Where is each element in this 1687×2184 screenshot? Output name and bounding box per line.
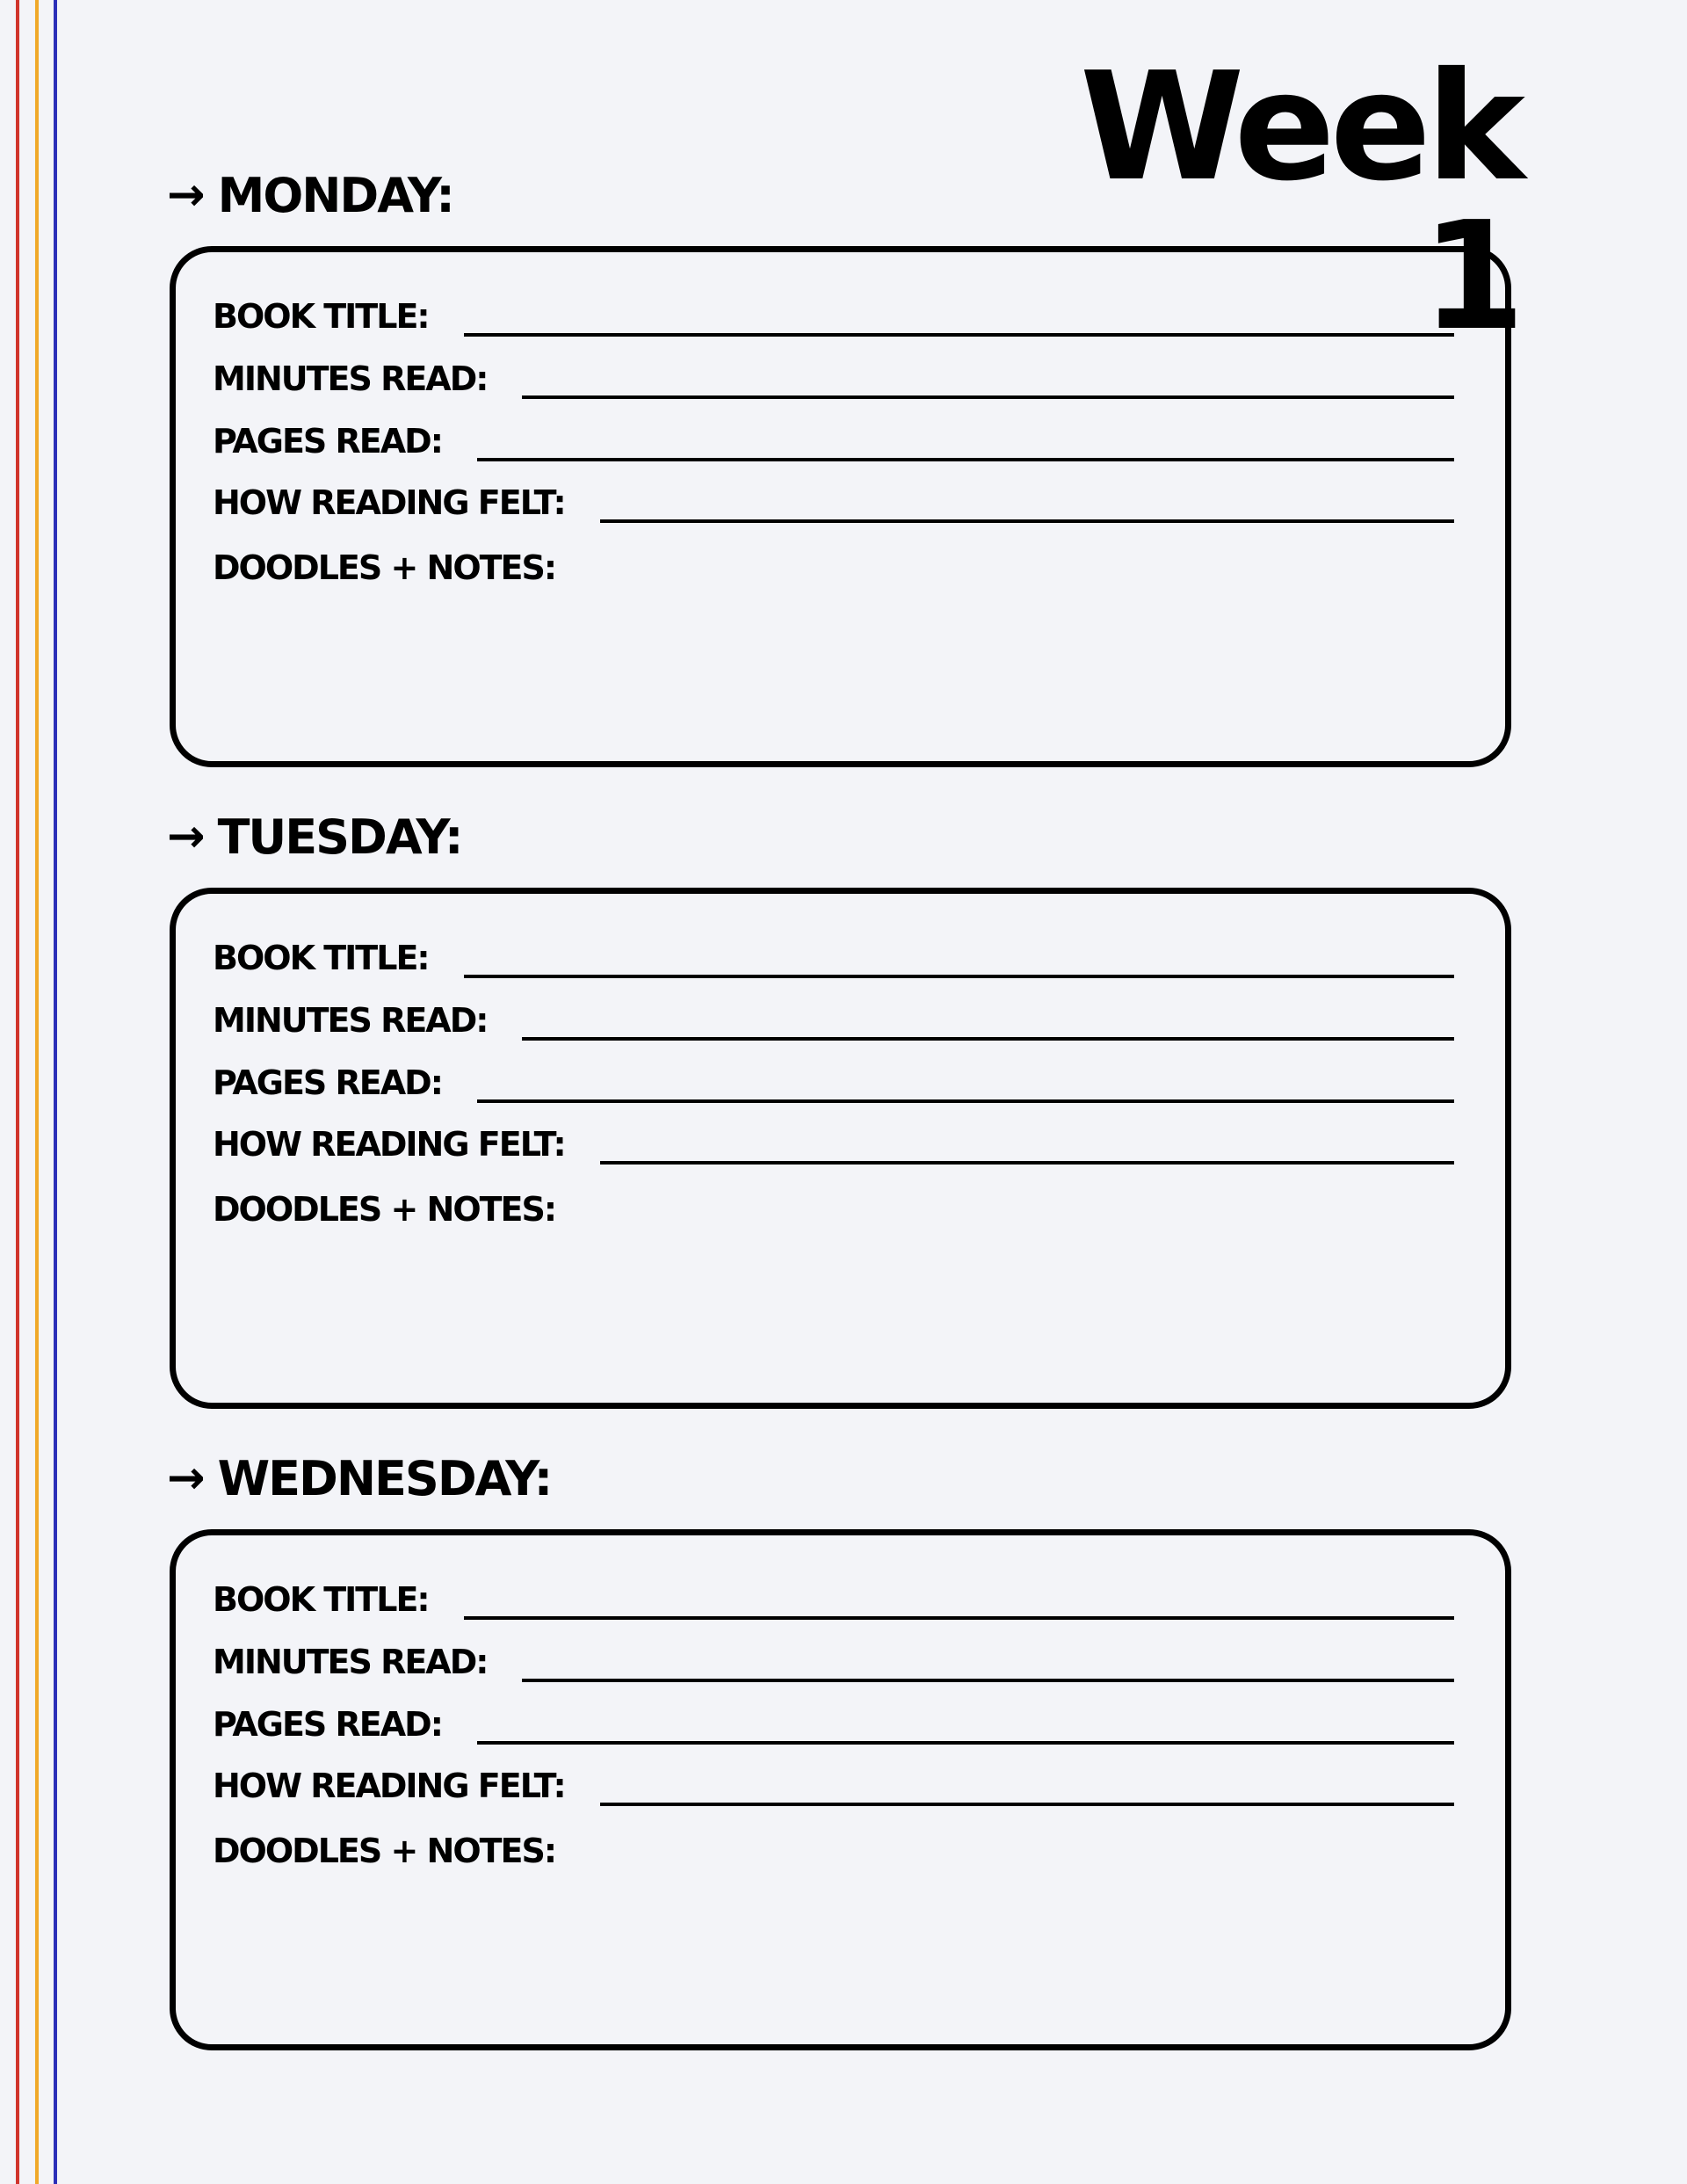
field-label: BOOK TITLE:	[213, 939, 429, 977]
field-label: MINUTES READ:	[213, 359, 488, 398]
field-label: MINUTES READ:	[213, 1001, 488, 1040]
day-heading-label: WEDNESDAY:	[217, 1450, 552, 1506]
pages-read-input-line[interactable]	[477, 1099, 1454, 1103]
how-reading-felt-input-line[interactable]	[600, 519, 1454, 523]
field-label: PAGES READ:	[213, 1705, 442, 1744]
day-heading-label: TUESDAY:	[217, 809, 462, 865]
minutes-read-input-line[interactable]	[522, 395, 1454, 399]
arrow-right-icon: →	[167, 1452, 206, 1505]
notes-label: DOODLES + NOTES:	[213, 1190, 556, 1229]
field-label: HOW READING FELT:	[213, 483, 565, 522]
notes-label: DOODLES + NOTES:	[213, 1832, 556, 1870]
day-box-monday	[170, 246, 1511, 767]
left-stripe-blue	[54, 0, 57, 2184]
day-heading-label: MONDAY:	[217, 167, 453, 223]
arrow-right-icon: →	[167, 169, 206, 221]
field-how-reading-felt	[213, 1757, 1454, 1806]
how-reading-felt-input-line[interactable]	[600, 1161, 1454, 1165]
how-reading-felt-input-line[interactable]	[600, 1803, 1454, 1806]
day-box-tuesday	[170, 888, 1511, 1409]
field-book-title	[213, 287, 1454, 337]
minutes-read-input-line[interactable]	[522, 1037, 1454, 1041]
field-label: PAGES READ:	[213, 1063, 442, 1102]
minutes-read-input-line[interactable]	[522, 1679, 1454, 1682]
field-book-title	[213, 1571, 1454, 1620]
field-how-reading-felt	[213, 1115, 1454, 1165]
field-pages-read	[213, 412, 1454, 461]
field-book-title	[213, 929, 1454, 978]
day-heading-tuesday	[167, 809, 462, 865]
left-stripe-red	[16, 0, 19, 2184]
day-heading-wednesday	[167, 1450, 551, 1506]
notes-label: DOODLES + NOTES:	[213, 548, 556, 587]
field-label: BOOK TITLE:	[213, 1580, 429, 1619]
left-stripe-yellow	[35, 0, 39, 2184]
field-label: MINUTES READ:	[213, 1643, 488, 1681]
field-how-reading-felt	[213, 474, 1454, 523]
field-pages-read	[213, 1695, 1454, 1745]
book-title-input-line[interactable]	[464, 1616, 1454, 1620]
arrow-right-icon: →	[167, 810, 206, 863]
day-box-wednesday	[170, 1529, 1511, 2050]
page-title: Week 1	[1079, 40, 1520, 364]
field-label: PAGES READ:	[213, 422, 442, 461]
day-heading-monday	[167, 167, 453, 223]
field-label: HOW READING FELT:	[213, 1767, 565, 1805]
field-minutes-read	[213, 350, 1454, 399]
field-label: HOW READING FELT:	[213, 1125, 565, 1164]
field-minutes-read	[213, 1633, 1454, 1682]
book-title-input-line[interactable]	[464, 975, 1454, 978]
pages-read-input-line[interactable]	[477, 1741, 1454, 1745]
field-pages-read	[213, 1054, 1454, 1103]
pages-read-input-line[interactable]	[477, 458, 1454, 461]
field-label: BOOK TITLE:	[213, 297, 429, 336]
field-minutes-read	[213, 991, 1454, 1041]
book-title-input-line[interactable]	[464, 333, 1454, 337]
